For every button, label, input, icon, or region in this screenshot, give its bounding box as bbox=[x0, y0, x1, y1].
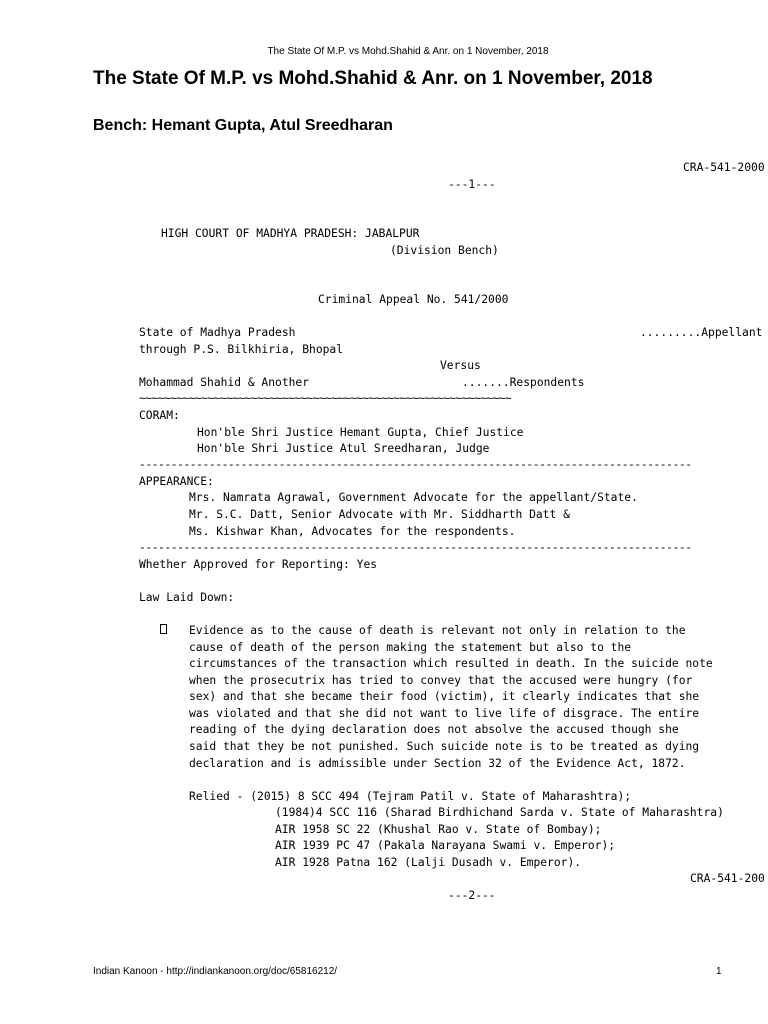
division-bench: (Division Bench) bbox=[390, 244, 499, 257]
paragraph-line: said that they be not punished. Such suicide note is to be treated as dying bbox=[189, 740, 700, 753]
appearance-line-2: Mr. S.C. Datt, Senior Advocate with Mr. Siddharth Datt & bbox=[189, 508, 570, 521]
paragraph-line: when the prosecutrix has tried to convey that the accused were hungry (for bbox=[189, 674, 693, 687]
dash-rule-1: --------------------------------------------------------------------------------------- bbox=[139, 458, 692, 471]
footer-page-number: 1 bbox=[716, 966, 722, 977]
relied-line: AIR 1928 Patna 162 (Lalji Dusadh v. Emperor). bbox=[275, 856, 582, 869]
reporting-status: Whether Approved for Reporting: Yes bbox=[139, 558, 378, 571]
relied-line: (1984)4 SCC 116 (Sharad Birdhichand Sarda v. State of Maharashtra) bbox=[275, 806, 724, 819]
appeal-number: Criminal Appeal No. 541/2000 bbox=[318, 293, 509, 306]
paragraph-line: cause of death of the person making the statement but also to the bbox=[189, 641, 632, 654]
tilde-rule: ~~~~~~~~~~~~~~~~~~~~~~~~~~~~~~~~~~~~~~~~~~~~~~~~~~~~~~~~~~~~ bbox=[139, 392, 512, 405]
appellant-name: State of Madhya Pradesh bbox=[139, 326, 296, 339]
respondent-name: Mohammad Shahid & Another bbox=[139, 376, 310, 389]
paragraph-line: reading of the dying declaration does not absolve the accused though she bbox=[189, 723, 679, 736]
page-marker-2: ---2--- bbox=[448, 889, 496, 902]
appearance-heading: APPEARANCE: bbox=[139, 475, 214, 488]
appellant-tag: .........Appellant bbox=[640, 326, 763, 339]
paragraph-line: circumstances of the transaction which resulted in death. In the suicide note bbox=[189, 657, 713, 670]
coram-heading: CORAM: bbox=[139, 409, 180, 422]
paragraph-line: sex) and that she became their food (victim), it clearly indicates that she bbox=[189, 690, 700, 703]
appearance-line-1: Mrs. Namrata Agrawal, Government Advocate for the appellant/State. bbox=[189, 491, 638, 504]
page-marker-1: ---1--- bbox=[448, 178, 496, 191]
case-ref-top: CRA-541-2000 bbox=[683, 161, 765, 174]
law-laid-down-heading: Law Laid Down: bbox=[139, 591, 235, 604]
relied-line: Relied - (2015) 8 SCC 494 (Tejram Patil v. State of Maharashtra); bbox=[189, 790, 632, 803]
footer-source-link[interactable]: Indian Kanoon - http://indiankanoon.org/doc/65816212/ bbox=[93, 966, 338, 977]
document-title: The State Of M.P. vs Mohd.Shahid & Anr. on 1 November, 2018 bbox=[93, 68, 653, 89]
paragraph-line: was violated and that she did not want to live life of disgrace. The entire bbox=[189, 707, 700, 720]
relied-line: AIR 1958 SC 22 (Khushal Rao v. State of Bombay); bbox=[275, 823, 602, 836]
versus: Versus bbox=[440, 359, 481, 372]
bullet-icon bbox=[160, 624, 167, 634]
paragraph-line: declaration and is admissible under Section 32 of the Evidence Act, 1872. bbox=[189, 757, 686, 770]
dash-rule-2: --------------------------------------------------------------------------------------- bbox=[139, 541, 692, 554]
relied-line: AIR 1939 PC 47 (Pakala Narayana Swami v. Emperor); bbox=[275, 839, 616, 852]
bench-line: Bench: Hemant Gupta, Atul Sreedharan bbox=[93, 117, 393, 134]
running-header: The State Of M.P. vs Mohd.Shahid & Anr. on 1 November, 2018 bbox=[267, 46, 549, 57]
court-name: HIGH COURT OF MADHYA PRADESH: JABALPUR bbox=[161, 227, 420, 240]
paragraph-line: Evidence as to the cause of death is relevant not only in relation to the bbox=[189, 624, 686, 637]
case-ref-bottom: CRA-541-200 bbox=[690, 872, 765, 885]
coram-judge-1: Hon'ble Shri Justice Hemant Gupta, Chief Justice bbox=[197, 426, 524, 439]
coram-judge-2: Hon'ble Shri Justice Atul Sreedharan, Judge bbox=[197, 442, 490, 455]
appellant-through: through P.S. Bilkhiria, Bhopal bbox=[139, 343, 344, 356]
respondents-tag: .......Respondents bbox=[462, 376, 585, 389]
appearance-line-3: Ms. Kishwar Khan, Advocates for the respondents. bbox=[189, 525, 516, 538]
